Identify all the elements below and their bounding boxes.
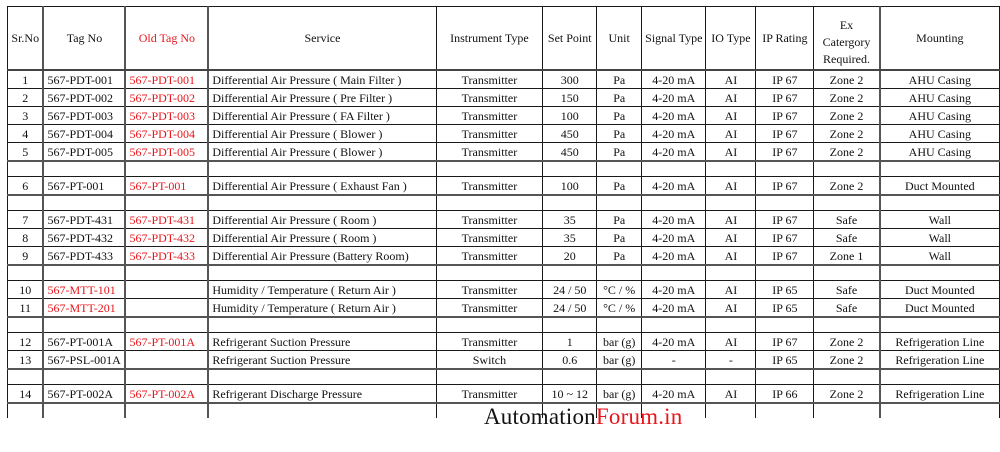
cell-sr: 14 bbox=[8, 385, 44, 404]
empty-cell bbox=[756, 161, 814, 177]
cell-io-type: AI bbox=[706, 247, 756, 266]
empty-cell bbox=[125, 403, 208, 418]
cell-old-tag: 567-PT-002A bbox=[125, 385, 208, 404]
cell-tag: 567-MTT-101 bbox=[43, 281, 125, 299]
cell-ip-rating: IP 65 bbox=[756, 281, 814, 299]
watermark-logo bbox=[484, 404, 682, 430]
header-service: Service bbox=[208, 7, 436, 71]
cell-old-tag: 567-PDT-431 bbox=[125, 211, 208, 229]
cell-unit: Pa bbox=[597, 247, 642, 266]
cell-mounting: Wall bbox=[880, 229, 1000, 247]
cell-old-tag: 567-PT-001 bbox=[125, 177, 208, 196]
header-ip-rating: IP Rating bbox=[756, 7, 814, 71]
cell-signal-type: 4-20 mA bbox=[642, 385, 706, 404]
empty-cell bbox=[8, 265, 44, 281]
spacer-row bbox=[8, 195, 1000, 211]
cell-set-point: 100 bbox=[543, 177, 597, 196]
cell-unit: Pa bbox=[597, 125, 642, 143]
cell-mounting: Refrigeration Line bbox=[880, 351, 1000, 370]
cell-set-point: 24 / 50 bbox=[543, 299, 597, 318]
cell-service: Differential Air Pressure ( Exhaust Fan ) bbox=[208, 177, 436, 196]
empty-cell bbox=[642, 265, 706, 281]
cell-signal-type: 4-20 mA bbox=[642, 299, 706, 318]
table-row bbox=[8, 143, 1000, 162]
cell-sr: 13 bbox=[8, 351, 44, 370]
cell-mounting: Refrigeration Line bbox=[880, 385, 1000, 404]
empty-cell bbox=[125, 161, 208, 177]
cell-io-type: AI bbox=[706, 385, 756, 404]
empty-cell bbox=[642, 161, 706, 177]
cell-instrument-type: Transmitter bbox=[436, 143, 543, 162]
table-row bbox=[8, 89, 1000, 107]
cell-ip-rating: IP 67 bbox=[756, 89, 814, 107]
cell-ip-rating: IP 66 bbox=[756, 385, 814, 404]
cell-tag: 567-PDT-003 bbox=[43, 107, 125, 125]
table-row bbox=[8, 333, 1000, 351]
cell-instrument-type: Transmitter bbox=[436, 333, 543, 351]
cell-unit: bar (g) bbox=[597, 351, 642, 370]
cell-mounting: AHU Casing bbox=[880, 143, 1000, 162]
cell-tag: 567-PDT-004 bbox=[43, 125, 125, 143]
cell-ip-rating: IP 65 bbox=[756, 299, 814, 318]
instrument-list-table bbox=[7, 6, 1000, 418]
cell-sr: 12 bbox=[8, 333, 44, 351]
empty-cell bbox=[597, 369, 642, 385]
cell-service: Differential Air Pressure (Battery Room) bbox=[208, 247, 436, 266]
cell-unit: °C / % bbox=[597, 281, 642, 299]
spacer-row bbox=[8, 369, 1000, 385]
cell-unit: Pa bbox=[597, 211, 642, 229]
cell-unit: bar (g) bbox=[597, 385, 642, 404]
cell-signal-type: 4-20 mA bbox=[642, 333, 706, 351]
cell-signal-type: 4-20 mA bbox=[642, 281, 706, 299]
cell-set-point: 150 bbox=[543, 89, 597, 107]
cell-set-point: 0.6 bbox=[543, 351, 597, 370]
cell-sr: 3 bbox=[8, 107, 44, 125]
empty-cell bbox=[756, 195, 814, 211]
empty-cell bbox=[43, 195, 125, 211]
cell-instrument-type: Transmitter bbox=[436, 211, 543, 229]
cell-instrument-type: Transmitter bbox=[436, 247, 543, 266]
cell-instrument-type: Transmitter bbox=[436, 299, 543, 318]
cell-set-point: 100 bbox=[543, 107, 597, 125]
cell-tag: 567-PDT-433 bbox=[43, 247, 125, 266]
empty-cell bbox=[706, 403, 756, 418]
cell-mounting: Refrigeration Line bbox=[880, 333, 1000, 351]
watermark-automation: Automation bbox=[484, 404, 596, 429]
cell-unit: Pa bbox=[597, 70, 642, 89]
empty-cell bbox=[706, 195, 756, 211]
header-ex-category: Ex Catergory Required. bbox=[814, 7, 880, 71]
cell-old-tag: 567-PDT-002 bbox=[125, 89, 208, 107]
empty-cell bbox=[125, 265, 208, 281]
empty-cell bbox=[8, 317, 44, 333]
cell-unit: Pa bbox=[597, 89, 642, 107]
cell-service: Differential Air Pressure ( Main Filter ) bbox=[208, 70, 436, 89]
empty-cell bbox=[8, 195, 44, 211]
table-row bbox=[8, 211, 1000, 229]
cell-ip-rating: IP 67 bbox=[756, 229, 814, 247]
table-row bbox=[8, 281, 1000, 299]
cell-ex-category: Zone 1 bbox=[814, 247, 880, 266]
cell-old-tag bbox=[125, 351, 208, 370]
cell-set-point: 35 bbox=[543, 229, 597, 247]
cell-unit: Pa bbox=[597, 143, 642, 162]
cell-service: Differential Air Pressure ( Room ) bbox=[208, 229, 436, 247]
cell-ip-rating: IP 67 bbox=[756, 247, 814, 266]
cell-io-type: AI bbox=[706, 89, 756, 107]
header-instrument-type: Instrument Type bbox=[436, 7, 543, 71]
cell-sr: 4 bbox=[8, 125, 44, 143]
header-old-tag-no: Old Tag No bbox=[125, 7, 208, 71]
empty-cell bbox=[43, 403, 125, 418]
table-row bbox=[8, 299, 1000, 318]
cell-unit: Pa bbox=[597, 107, 642, 125]
empty-cell bbox=[756, 317, 814, 333]
empty-cell bbox=[208, 317, 436, 333]
cell-ex-category: Zone 2 bbox=[814, 351, 880, 370]
cell-set-point: 1 bbox=[543, 333, 597, 351]
cell-mounting: AHU Casing bbox=[880, 89, 1000, 107]
cell-sr: 8 bbox=[8, 229, 44, 247]
cell-ip-rating: IP 67 bbox=[756, 70, 814, 89]
cell-ip-rating: IP 67 bbox=[756, 143, 814, 162]
cell-signal-type: 4-20 mA bbox=[642, 70, 706, 89]
cell-old-tag: 567-PDT-433 bbox=[125, 247, 208, 266]
cell-ex-category: Safe bbox=[814, 299, 880, 318]
cell-unit: Pa bbox=[597, 229, 642, 247]
cell-old-tag bbox=[125, 281, 208, 299]
cell-io-type: AI bbox=[706, 333, 756, 351]
table-row bbox=[8, 177, 1000, 196]
cell-tag: 567-MTT-201 bbox=[43, 299, 125, 318]
empty-cell bbox=[814, 195, 880, 211]
cell-tag: 567-PDT-432 bbox=[43, 229, 125, 247]
cell-service: Differential Air Pressure ( Pre Filter ) bbox=[208, 89, 436, 107]
cell-old-tag bbox=[125, 299, 208, 318]
cell-mounting: AHU Casing bbox=[880, 70, 1000, 89]
cell-io-type: AI bbox=[706, 177, 756, 196]
cell-ex-category: Zone 2 bbox=[814, 70, 880, 89]
empty-cell bbox=[543, 195, 597, 211]
empty-cell bbox=[880, 265, 1000, 281]
cell-io-type: - bbox=[706, 351, 756, 370]
empty-cell bbox=[814, 317, 880, 333]
cell-io-type: AI bbox=[706, 299, 756, 318]
cell-ex-category: Zone 2 bbox=[814, 107, 880, 125]
cell-service: Refrigerant Suction Pressure bbox=[208, 333, 436, 351]
header-sr-no: Sr.No bbox=[8, 7, 44, 71]
cell-signal-type: 4-20 mA bbox=[642, 177, 706, 196]
cell-ex-category: Safe bbox=[814, 281, 880, 299]
empty-cell bbox=[543, 317, 597, 333]
empty-cell bbox=[125, 195, 208, 211]
cell-io-type: AI bbox=[706, 107, 756, 125]
cell-unit: °C / % bbox=[597, 299, 642, 318]
cell-old-tag: 567-PDT-003 bbox=[125, 107, 208, 125]
header-mounting: Mounting bbox=[880, 7, 1000, 71]
cell-set-point: 35 bbox=[543, 211, 597, 229]
table-row bbox=[8, 107, 1000, 125]
cell-tag: 567-PDT-002 bbox=[43, 89, 125, 107]
header-row bbox=[8, 7, 1000, 71]
cell-ex-category: Zone 2 bbox=[814, 333, 880, 351]
cell-ip-rating: IP 67 bbox=[756, 211, 814, 229]
cell-tag: 567-PSL-001A bbox=[43, 351, 125, 370]
cell-service: Humidity / Temperature ( Return Air ) bbox=[208, 281, 436, 299]
empty-cell bbox=[436, 265, 543, 281]
cell-set-point: 20 bbox=[543, 247, 597, 266]
cell-signal-type: 4-20 mA bbox=[642, 125, 706, 143]
cell-old-tag: 567-PDT-432 bbox=[125, 229, 208, 247]
cell-service: Differential Air Pressure ( Blower ) bbox=[208, 125, 436, 143]
empty-cell bbox=[756, 265, 814, 281]
cell-mounting: AHU Casing bbox=[880, 107, 1000, 125]
empty-cell bbox=[880, 317, 1000, 333]
cell-mounting: Duct Mounted bbox=[880, 281, 1000, 299]
cell-signal-type: 4-20 mA bbox=[642, 143, 706, 162]
cell-tag: 567-PT-001A bbox=[43, 333, 125, 351]
cell-service: Differential Air Pressure ( Room ) bbox=[208, 211, 436, 229]
table-row bbox=[8, 351, 1000, 370]
cell-set-point: 300 bbox=[543, 70, 597, 89]
table-row bbox=[8, 247, 1000, 266]
table-row bbox=[8, 125, 1000, 143]
cell-ip-rating: IP 67 bbox=[756, 125, 814, 143]
cell-tag: 567-PDT-005 bbox=[43, 143, 125, 162]
spacer-row bbox=[8, 161, 1000, 177]
empty-cell bbox=[543, 161, 597, 177]
cell-tag: 567-PDT-431 bbox=[43, 211, 125, 229]
cell-instrument-type: Transmitter bbox=[436, 177, 543, 196]
cell-service: Differential Air Pressure ( Blower ) bbox=[208, 143, 436, 162]
cell-signal-type: 4-20 mA bbox=[642, 247, 706, 266]
cell-old-tag: 567-PT-001A bbox=[125, 333, 208, 351]
empty-cell bbox=[706, 265, 756, 281]
cell-service: Refrigerant Discharge Pressure bbox=[208, 385, 436, 404]
cell-ip-rating: IP 67 bbox=[756, 333, 814, 351]
cell-tag: 567-PDT-001 bbox=[43, 70, 125, 89]
cell-old-tag: 567-PDT-005 bbox=[125, 143, 208, 162]
cell-mounting: Duct Mounted bbox=[880, 299, 1000, 318]
cell-set-point: 450 bbox=[543, 125, 597, 143]
cell-ex-category: Zone 2 bbox=[814, 89, 880, 107]
empty-cell bbox=[436, 195, 543, 211]
cell-io-type: AI bbox=[706, 125, 756, 143]
empty-cell bbox=[642, 317, 706, 333]
cell-sr: 7 bbox=[8, 211, 44, 229]
empty-cell bbox=[597, 195, 642, 211]
cell-instrument-type: Transmitter bbox=[436, 125, 543, 143]
cell-set-point: 24 / 50 bbox=[543, 281, 597, 299]
empty-cell bbox=[43, 265, 125, 281]
empty-cell bbox=[8, 403, 44, 418]
empty-cell bbox=[43, 161, 125, 177]
empty-cell bbox=[208, 265, 436, 281]
cell-io-type: AI bbox=[706, 143, 756, 162]
cell-mounting: Wall bbox=[880, 211, 1000, 229]
cell-signal-type: 4-20 mA bbox=[642, 211, 706, 229]
cell-ip-rating: IP 65 bbox=[756, 351, 814, 370]
empty-cell bbox=[814, 403, 880, 418]
table-row bbox=[8, 229, 1000, 247]
cell-sr: 5 bbox=[8, 143, 44, 162]
empty-cell bbox=[756, 403, 814, 418]
cell-ex-category: Zone 2 bbox=[814, 125, 880, 143]
cell-mounting: AHU Casing bbox=[880, 125, 1000, 143]
cell-sr: 10 bbox=[8, 281, 44, 299]
empty-cell bbox=[756, 369, 814, 385]
cell-sr: 2 bbox=[8, 89, 44, 107]
cell-tag: 567-PT-002A bbox=[43, 385, 125, 404]
cell-instrument-type: Transmitter bbox=[436, 89, 543, 107]
cell-instrument-type: Transmitter bbox=[436, 70, 543, 89]
empty-cell bbox=[880, 161, 1000, 177]
spacer-row bbox=[8, 265, 1000, 281]
cell-io-type: AI bbox=[706, 211, 756, 229]
empty-cell bbox=[125, 317, 208, 333]
empty-cell bbox=[880, 369, 1000, 385]
cell-ex-category: Zone 2 bbox=[814, 385, 880, 404]
cell-mounting: Duct Mounted bbox=[880, 177, 1000, 196]
cell-signal-type: 4-20 mA bbox=[642, 229, 706, 247]
cell-signal-type: 4-20 mA bbox=[642, 89, 706, 107]
cell-instrument-type: Transmitter bbox=[436, 229, 543, 247]
header-signal-type: Signal Type bbox=[642, 7, 706, 71]
cell-sr: 1 bbox=[8, 70, 44, 89]
empty-cell bbox=[436, 317, 543, 333]
cell-ip-rating: IP 67 bbox=[756, 177, 814, 196]
empty-cell bbox=[706, 369, 756, 385]
empty-cell bbox=[814, 369, 880, 385]
empty-cell bbox=[543, 369, 597, 385]
cell-service: Differential Air Pressure ( FA Filter ) bbox=[208, 107, 436, 125]
cell-sr: 9 bbox=[8, 247, 44, 266]
header-unit: Unit bbox=[597, 7, 642, 71]
cell-service: Humidity / Temperature ( Return Air ) bbox=[208, 299, 436, 318]
cell-ip-rating: IP 67 bbox=[756, 107, 814, 125]
empty-cell bbox=[436, 161, 543, 177]
header-set-point: Set Point bbox=[543, 7, 597, 71]
cell-signal-type: - bbox=[642, 351, 706, 370]
empty-cell bbox=[8, 161, 44, 177]
cell-signal-type: 4-20 mA bbox=[642, 107, 706, 125]
cell-instrument-type: Transmitter bbox=[436, 385, 543, 404]
empty-cell bbox=[208, 161, 436, 177]
cell-instrument-type: Switch bbox=[436, 351, 543, 370]
cell-set-point: 450 bbox=[543, 143, 597, 162]
table-row bbox=[8, 385, 1000, 404]
cell-sr: 11 bbox=[8, 299, 44, 318]
empty-cell bbox=[814, 265, 880, 281]
cell-io-type: AI bbox=[706, 229, 756, 247]
empty-cell bbox=[543, 265, 597, 281]
cell-unit: bar (g) bbox=[597, 333, 642, 351]
cell-sr: 6 bbox=[8, 177, 44, 196]
empty-cell bbox=[597, 317, 642, 333]
empty-cell bbox=[642, 195, 706, 211]
empty-cell bbox=[43, 317, 125, 333]
table-row bbox=[8, 70, 1000, 89]
header-tag-no: Tag No bbox=[43, 7, 125, 71]
cell-mounting: Wall bbox=[880, 247, 1000, 266]
empty-cell bbox=[706, 161, 756, 177]
empty-cell bbox=[814, 161, 880, 177]
header-io-type: IO Type bbox=[706, 7, 756, 71]
empty-cell bbox=[880, 195, 1000, 211]
table-body bbox=[8, 70, 1000, 418]
cell-unit: Pa bbox=[597, 177, 642, 196]
cell-service: Refrigerant Suction Pressure bbox=[208, 351, 436, 370]
empty-cell bbox=[597, 265, 642, 281]
empty-cell bbox=[125, 369, 208, 385]
cell-set-point: 10 ~ 12 bbox=[543, 385, 597, 404]
empty-cell bbox=[8, 369, 44, 385]
empty-cell bbox=[642, 369, 706, 385]
watermark-forum: Forum.in bbox=[595, 404, 683, 429]
empty-cell bbox=[706, 317, 756, 333]
cell-ex-category: Safe bbox=[814, 229, 880, 247]
empty-cell bbox=[436, 369, 543, 385]
cell-instrument-type: Transmitter bbox=[436, 281, 543, 299]
cell-instrument-type: Transmitter bbox=[436, 107, 543, 125]
empty-cell bbox=[208, 403, 436, 418]
cell-old-tag: 567-PDT-004 bbox=[125, 125, 208, 143]
empty-cell bbox=[208, 369, 436, 385]
cell-ex-category: Zone 2 bbox=[814, 177, 880, 196]
cell-tag: 567-PT-001 bbox=[43, 177, 125, 196]
empty-cell bbox=[43, 369, 125, 385]
cell-old-tag: 567-PDT-001 bbox=[125, 70, 208, 89]
empty-cell bbox=[208, 195, 436, 211]
spacer-row bbox=[8, 317, 1000, 333]
cell-ex-category: Safe bbox=[814, 211, 880, 229]
empty-cell bbox=[880, 403, 1000, 418]
empty-cell bbox=[597, 161, 642, 177]
cell-ex-category: Zone 2 bbox=[814, 143, 880, 162]
cell-io-type: AI bbox=[706, 281, 756, 299]
cell-io-type: AI bbox=[706, 70, 756, 89]
